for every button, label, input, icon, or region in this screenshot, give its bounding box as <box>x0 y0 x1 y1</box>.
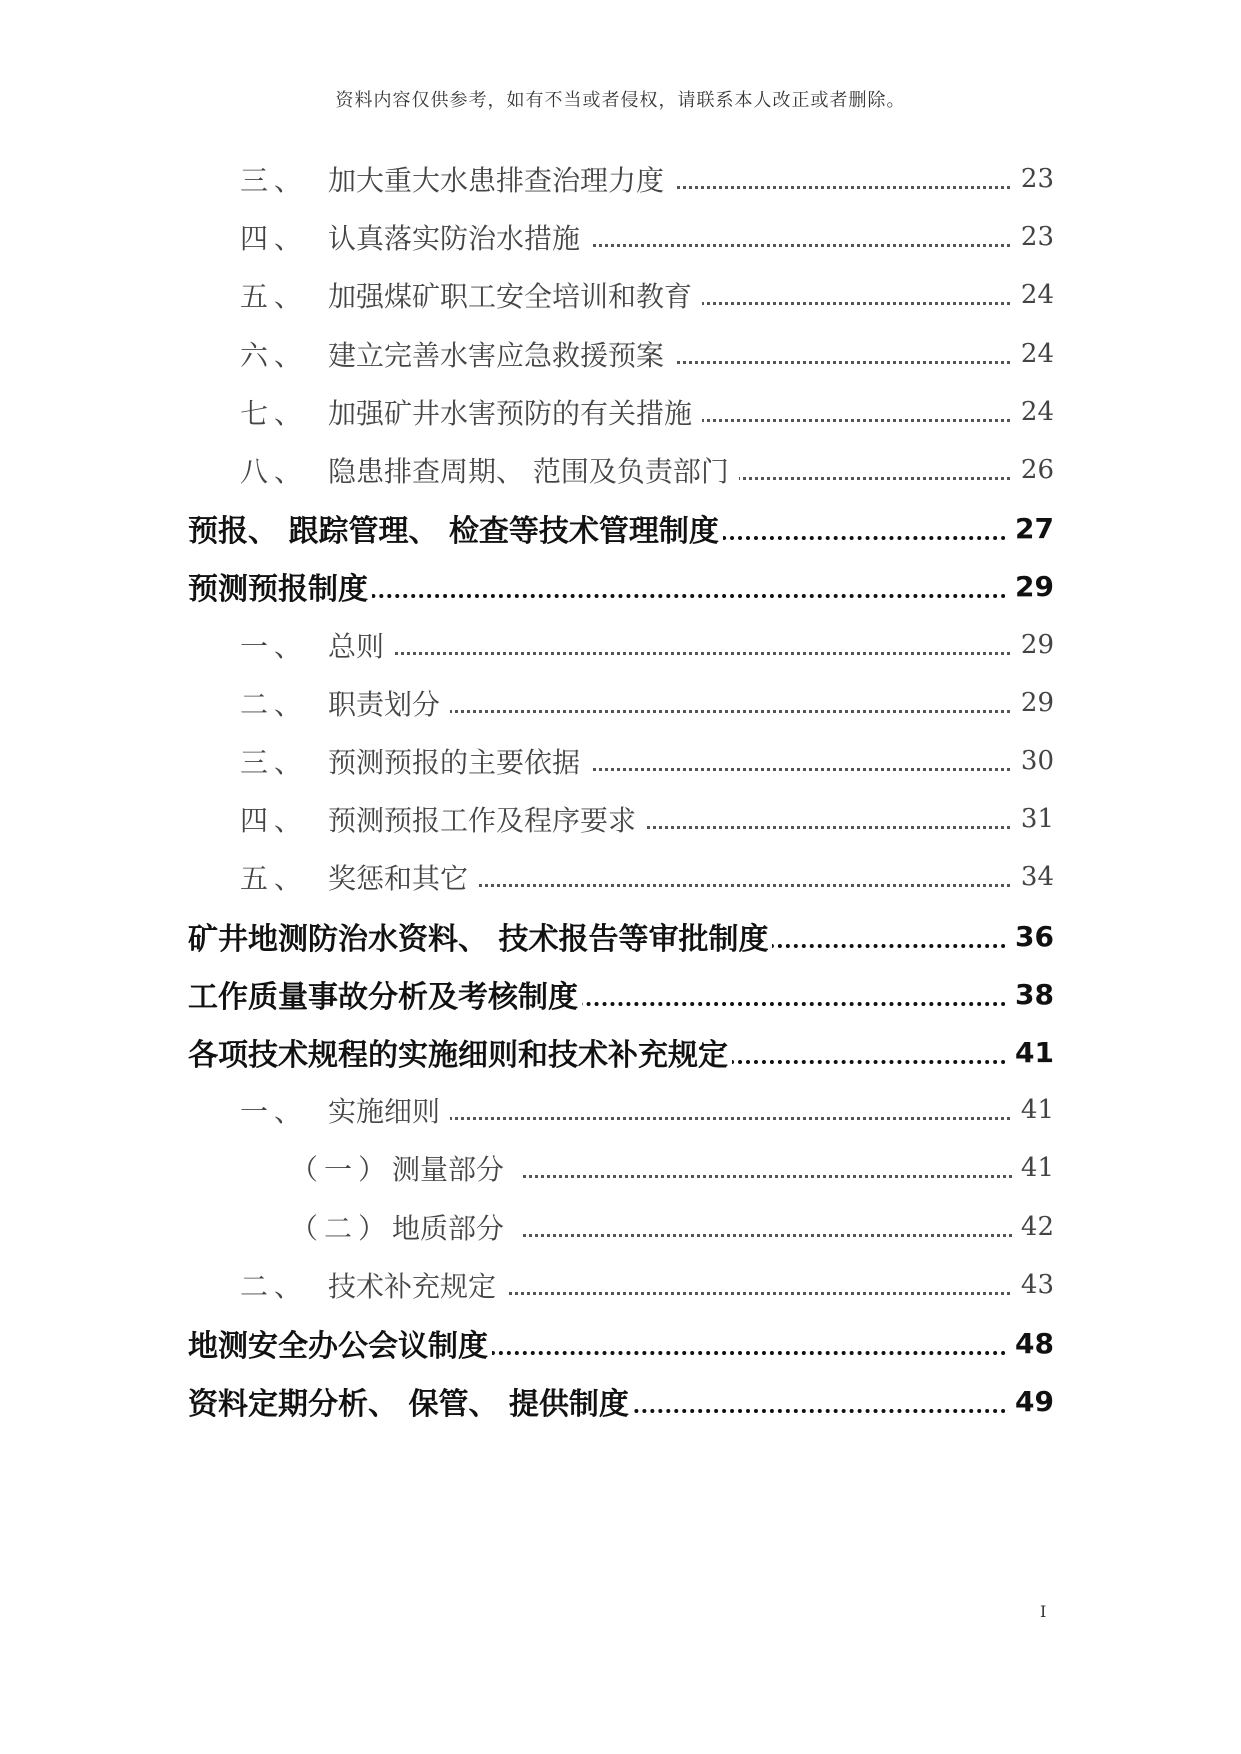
toc-entry[interactable] <box>0 1318 1241 1368</box>
toc-entry[interactable] <box>0 329 1241 379</box>
toc-entry-page: 43 <box>1013 1270 1054 1300</box>
toc-entry-number: 四、 <box>240 222 309 255</box>
toc-entry-title: 各项技术规程的实施细则和技术补充规定 <box>188 1030 732 1074</box>
page-header: 资料内容仅供参考，如有不当或者侵权，请联系本人改正或者删除。 <box>335 90 906 111</box>
toc-entry-title: 总则 <box>328 625 394 665</box>
toc-entry[interactable] <box>0 1143 1241 1193</box>
toc-entry-page: 31 <box>1013 804 1054 834</box>
toc-entry-title: 隐患排查周期、 范围及负责部门 <box>328 450 739 490</box>
toc-entry[interactable] <box>0 1027 1241 1077</box>
toc-entry-number: 六、 <box>240 339 309 372</box>
toc-entry-number: 一、 <box>240 1095 309 1128</box>
toc-entry[interactable] <box>0 1202 1241 1252</box>
toc-entry-page: 49 <box>1009 1385 1054 1418</box>
toc-entry-title: 实施细则 <box>328 1090 450 1130</box>
toc-entry-number: 三、 <box>240 164 309 197</box>
toc-entry-title: 建立完善水害应急救援预案 <box>328 334 674 374</box>
toc-entry-title: 预测预报的主要依据 <box>328 741 590 781</box>
toc-entry-page: 27 <box>1009 512 1054 545</box>
toc-entry-title: 地测安全办公会议制度 <box>188 1321 492 1365</box>
toc-entry-page: 36 <box>1009 920 1054 953</box>
toc-entry-title: 预报、 跟踪管理、 检查等技术管理制度 <box>188 506 723 550</box>
toc-entry-page: 23 <box>1013 164 1054 194</box>
toc-entry-page: 34 <box>1013 862 1054 892</box>
toc-entry-title: 矿井地测防治水资料、 技术报告等审批制度 <box>188 914 772 958</box>
toc-entry-page: 29 <box>1009 570 1054 603</box>
toc-entry-title: 地质部分 <box>392 1207 520 1247</box>
toc-entry-page: 24 <box>1013 339 1054 369</box>
toc-entry-title: 预测预报工作及程序要求 <box>328 799 646 839</box>
toc-entry-number: 三、 <box>240 746 309 779</box>
toc-entry[interactable] <box>0 852 1241 902</box>
toc-entry-number: 五、 <box>240 280 309 313</box>
toc-entry[interactable] <box>0 270 1241 320</box>
toc-entry[interactable] <box>0 678 1241 728</box>
toc-entry-page: 30 <box>1013 746 1054 776</box>
toc-entry[interactable] <box>0 794 1241 844</box>
toc-entry-title: 职责划分 <box>328 683 450 723</box>
toc-entry-title: 预测预报制度 <box>188 564 372 608</box>
toc-entry-page: 42 <box>1013 1212 1054 1242</box>
toc-entry-page: 24 <box>1013 397 1054 427</box>
toc-entry-page: 41 <box>1013 1095 1054 1125</box>
toc-entry-title: 技术补充规定 <box>328 1265 506 1305</box>
toc-entry-title: 测量部分 <box>392 1148 520 1188</box>
toc-entry-title: 加强矿井水害预防的有关措施 <box>328 392 702 432</box>
toc-entry-title: 资料定期分析、 保管、 提供制度 <box>188 1379 633 1423</box>
toc-entry-number: 一、 <box>240 630 309 663</box>
toc-entry-page: 38 <box>1009 978 1054 1011</box>
toc-entry[interactable] <box>0 212 1241 262</box>
toc-entry-title: 加强煤矿职工安全培训和教育 <box>328 275 702 315</box>
dot-leader <box>328 652 1054 655</box>
toc-entry-page: 29 <box>1013 688 1054 718</box>
toc-entry-title: 认真落实防治水措施 <box>328 217 590 257</box>
toc-entry-title: 工作质量事故分析及考核制度 <box>188 972 582 1016</box>
toc-entry[interactable] <box>0 1085 1241 1135</box>
toc-entry-title: 加大重大水患排查治理力度 <box>328 159 674 199</box>
toc-entry-page: 41 <box>1013 1153 1054 1183</box>
toc-entry-number: （一） <box>290 1153 393 1186</box>
toc-entry[interactable] <box>0 503 1241 553</box>
page-number: I <box>1040 1602 1047 1621</box>
toc-entry-page: 48 <box>1009 1327 1054 1360</box>
toc-entry-page: 29 <box>1013 630 1054 660</box>
toc-entry[interactable] <box>0 620 1241 670</box>
toc-entry-page: 23 <box>1013 222 1054 252</box>
toc-entry-number: 五、 <box>240 862 309 895</box>
toc-entry[interactable] <box>0 561 1241 611</box>
toc-entry[interactable] <box>0 387 1241 437</box>
toc-entry-number: （二） <box>290 1212 393 1245</box>
toc-entry[interactable] <box>0 445 1241 495</box>
toc-entry-page: 41 <box>1009 1036 1054 1069</box>
toc-entry[interactable] <box>0 736 1241 786</box>
toc-entry-number: 八、 <box>240 455 309 488</box>
toc-entry[interactable] <box>0 911 1241 961</box>
toc-entry[interactable] <box>0 1376 1241 1426</box>
toc-entry[interactable] <box>0 969 1241 1019</box>
toc-entry-page: 26 <box>1013 455 1054 485</box>
toc-entry-number: 二、 <box>240 688 309 721</box>
toc-entry-number: 二、 <box>240 1270 309 1303</box>
toc-entry-title: 奖惩和其它 <box>328 857 478 897</box>
toc-entry[interactable] <box>0 154 1241 204</box>
toc-entry-number: 四、 <box>240 804 309 837</box>
toc-entry-number: 七、 <box>240 397 309 430</box>
toc-entry-page: 24 <box>1013 280 1054 310</box>
toc-entry[interactable] <box>0 1260 1241 1310</box>
